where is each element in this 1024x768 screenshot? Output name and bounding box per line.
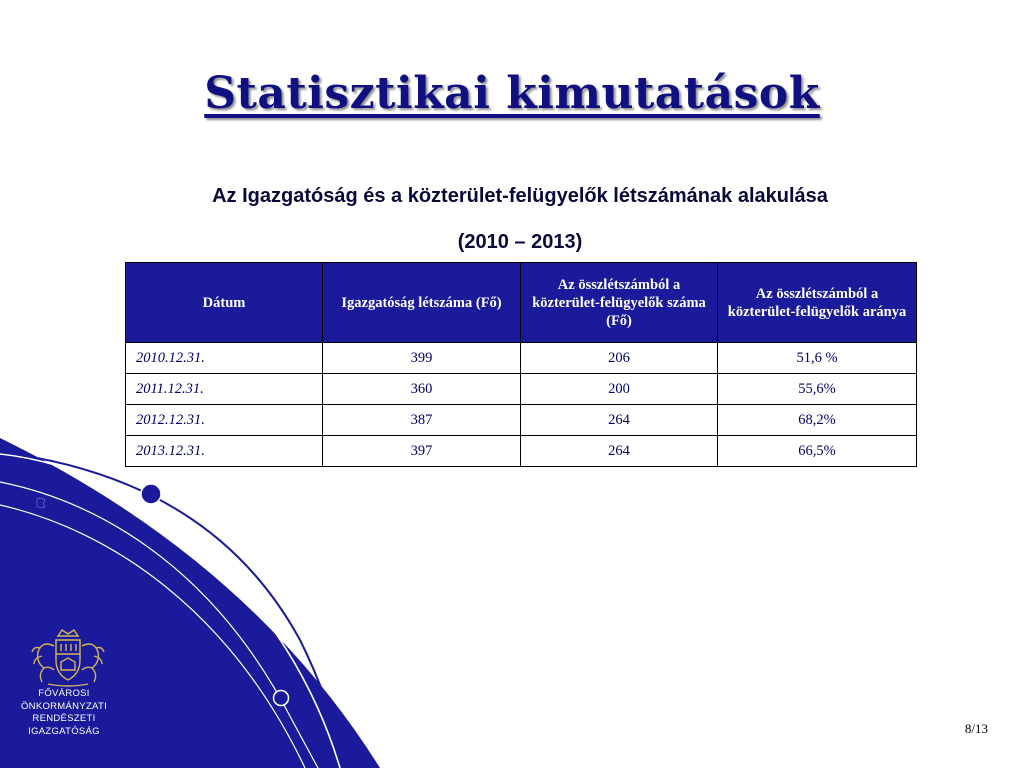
organization-name-line: IGAZGATÓSÁG	[28, 725, 100, 737]
cell-total-staff: 387	[323, 405, 521, 436]
table-row	[126, 374, 917, 405]
small-decorative-mark-icon	[36, 497, 46, 509]
cell-warden-ratio: 68,2%	[718, 405, 917, 436]
page-title: Statisztikai kimutatások	[204, 68, 820, 119]
cell-warden-count: 264	[521, 436, 718, 467]
cell-warden-ratio: 51,6 %	[718, 343, 917, 374]
column-header-warden-count: Az összlétszámból a közterület-felügyelők száma (Fő)	[521, 263, 718, 343]
table-subtitle-years: (2010 – 2013)	[457, 231, 583, 253]
column-header-date: Dátum	[126, 263, 323, 343]
table-row	[126, 343, 917, 374]
column-header-total-staff: Igazgatóság létszáma (Fő)	[323, 263, 521, 343]
cell-warden-count: 264	[521, 405, 718, 436]
column-header-warden-ratio: Az összlétszámból a közterület-felügyelők aránya	[718, 263, 917, 343]
cell-total-staff: 360	[323, 374, 521, 405]
cell-total-staff: 399	[323, 343, 521, 374]
cell-date: 2010.12.31.	[126, 343, 323, 374]
cell-date: 2011.12.31.	[126, 374, 323, 405]
table-header-row	[126, 263, 917, 343]
cell-date: 2013.12.31.	[126, 436, 323, 467]
organization-name	[6, 688, 122, 738]
cell-warden-count: 200	[521, 374, 718, 405]
cell-warden-ratio: 66,5%	[718, 436, 917, 467]
table-row	[126, 405, 917, 436]
staff-statistics-table	[125, 262, 917, 467]
organization-name-line: ÖNKORMÁNYZATI	[20, 700, 108, 712]
cell-total-staff: 397	[323, 436, 521, 467]
table-row	[126, 436, 917, 467]
page-number: 8/13	[964, 721, 988, 736]
cell-warden-ratio: 55,6%	[718, 374, 917, 405]
table-subtitle: Az Igazgatóság és a közterület-felügyelők létszámának alakulása	[212, 185, 828, 207]
budapest-coat-of-arms-icon	[28, 622, 108, 690]
organization-name-line: RENDÉSZETI	[32, 713, 96, 724]
organization-name-line: FŐVÁROSI	[38, 688, 90, 699]
cell-warden-count: 206	[521, 343, 718, 374]
cell-date: 2012.12.31.	[126, 405, 323, 436]
